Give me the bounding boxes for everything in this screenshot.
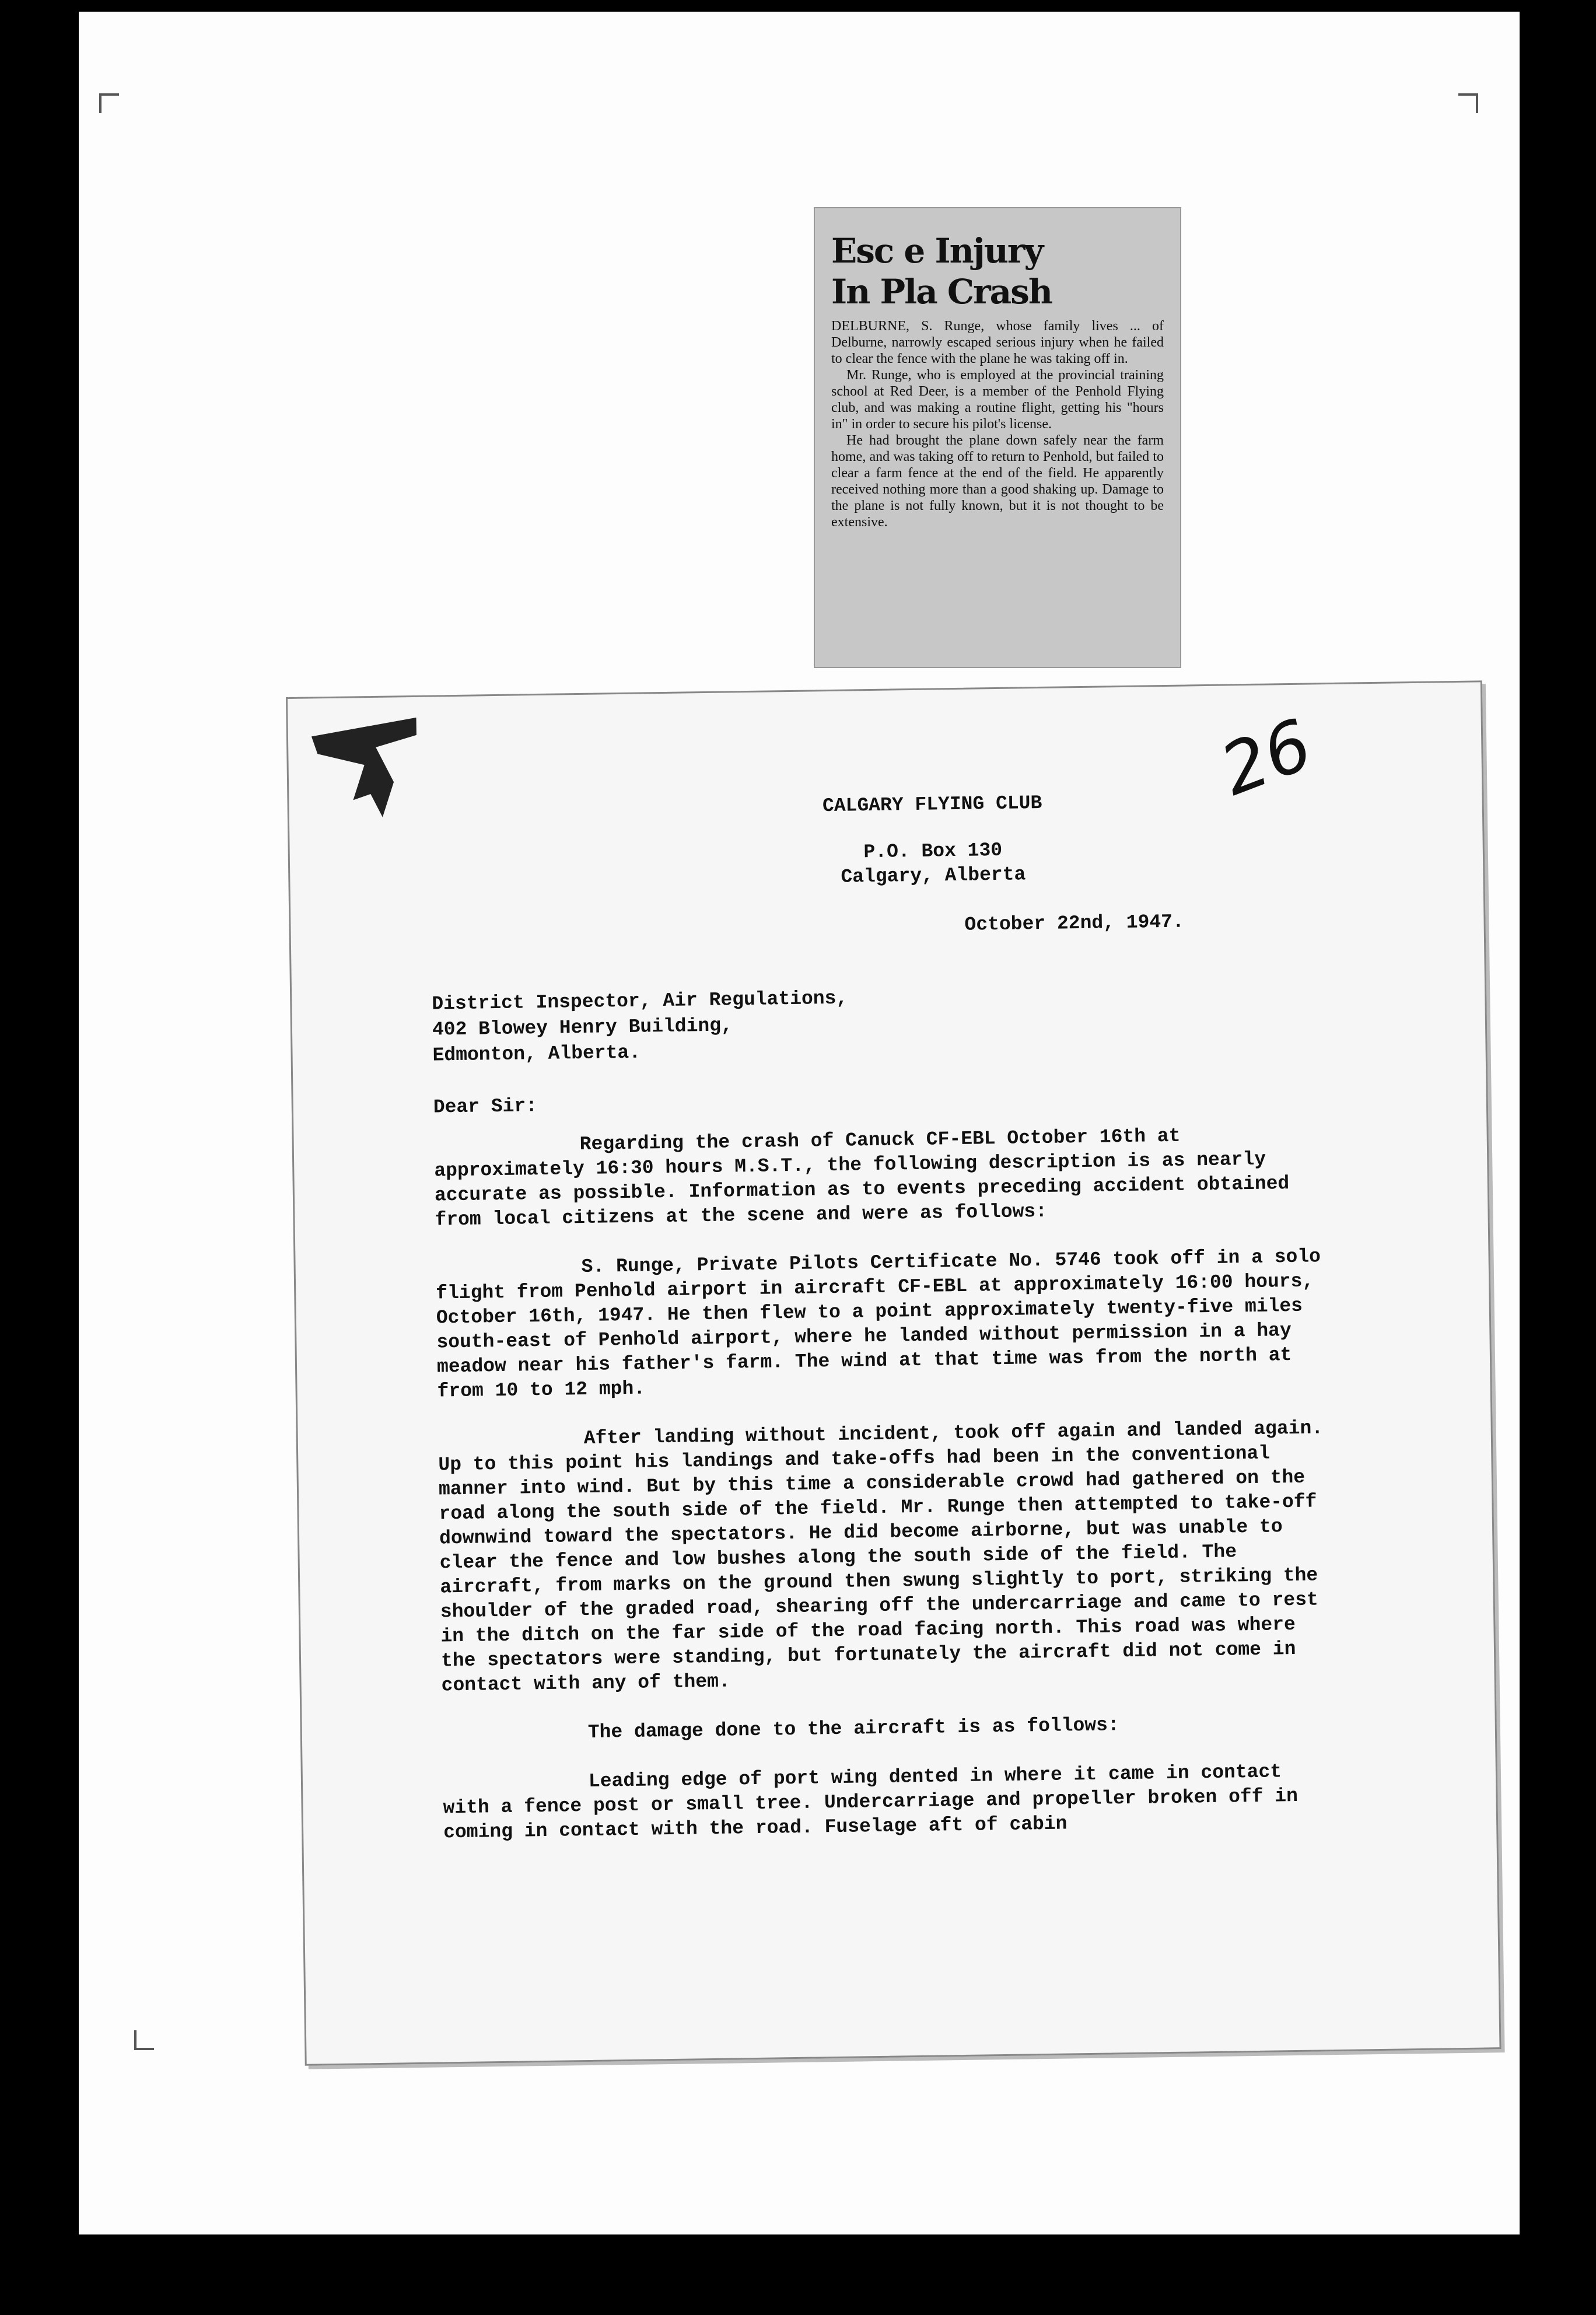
recipient-address	[432, 986, 849, 1069]
letter-body	[433, 1122, 1330, 1869]
letterhead-po-box: P.O. Box 130	[863, 839, 1003, 863]
clipping-paragraph: He had brought the plane down safely near the farm home, and was taking off to return to Penhold, but failed to clear a farm fence at the end of the field. He apparently received nothing more than a good shaking up. Damage to the plane is not fully known, but it is not thought to be extensive.	[831, 433, 1164, 530]
handwritten-page-number: 26	[1210, 704, 1323, 812]
letter-date: October 22nd, 1947.	[964, 911, 1185, 936]
clipping-headline	[831, 230, 1164, 312]
letter-paragraph: S. Runge, Private Pilots Certificate No. 5746 took off in a solo flight from Penhold airport in aircraft CF-EBL at approximately 16:00 hours, October 16th, 1947. He then flew to a point approximately twenty-five miles south-east of Penhold airport, where he landed without permission in a hay meadow near his father's farm. The wind at that time was from the north at from 10 to 12 mph.	[436, 1246, 1321, 1403]
letter-paragraph: Regarding the crash of Canuck CF-EBL October 16th at approximately 16:30 hours M.S.T., the following description is as nearly accurate as possible. Information as to events preceding accident obtained from local citizens at the scene and were as follows:	[434, 1125, 1290, 1231]
torn-corner-icon	[305, 711, 441, 847]
typed-letter	[286, 680, 1502, 2065]
salutation: Dear Sir:	[433, 1095, 538, 1118]
clipping-paragraph: Mr. Runge, who is employed at the provincial training school at Red Deer, is a member of the Penhold Flying club, and was making a routine flight, getting his "hours in" in order to secure his pilot's license.	[831, 368, 1164, 432]
corner-mark	[1458, 93, 1478, 113]
clipping-body	[831, 318, 1164, 530]
address-line: Edmonton, Alberta.	[432, 1041, 641, 1066]
clipping-headline-line: In Pla Crash	[831, 272, 1052, 312]
letter-paragraph: Leading edge of port wing dented in where it came in contact with a fence post or small tree. Undercarriage and propeller broken off in coming in contact with the road. Fuselage aft of cabin	[443, 1761, 1298, 1844]
corner-mark	[99, 93, 119, 113]
letterhead-name: CALGARY FLYING CLUB	[822, 792, 1042, 817]
address-line: 402 Blowey Henry Building,	[432, 1015, 733, 1041]
letter-paragraph: After landing without incident, took off again and landed again. Up to this point his landings and take-offs had been in the conventional manner into wind. But by this time a considerable crowd had gathered on the road along the south side of the field. Mr. Runge then attempted to take-off downwind toward the spectators. He did become airborne, but was unable to clear the fence and low bushes along the south side of the field. The aircraft, from marks on the ground then swung slightly to port, striking the shoulder of the graded road, shearing off the undercarriage and came to rest in the ditch on the far side of the road facing north. This road was where the spectators were standing, but fortunately the aircraft did not come in contact with any of them.	[438, 1417, 1324, 1697]
address-line: District Inspector, Air Regulations,	[432, 987, 848, 1015]
letter-paragraph: The damage done to the aircraft is as follows:	[587, 1714, 1119, 1743]
corner-mark	[134, 2030, 154, 2050]
letterhead-city: Calgary, Alberta	[841, 863, 1026, 888]
clipping-paragraph: DELBURNE, S. Runge, whose family lives ... of Delburne, narrowly escaped serious injury when he failed to clear the fence with the plane he was taking off in.	[831, 319, 1164, 366]
newspaper-clipping	[814, 207, 1181, 668]
clipping-headline-line: Esc e Injury	[831, 231, 1043, 271]
